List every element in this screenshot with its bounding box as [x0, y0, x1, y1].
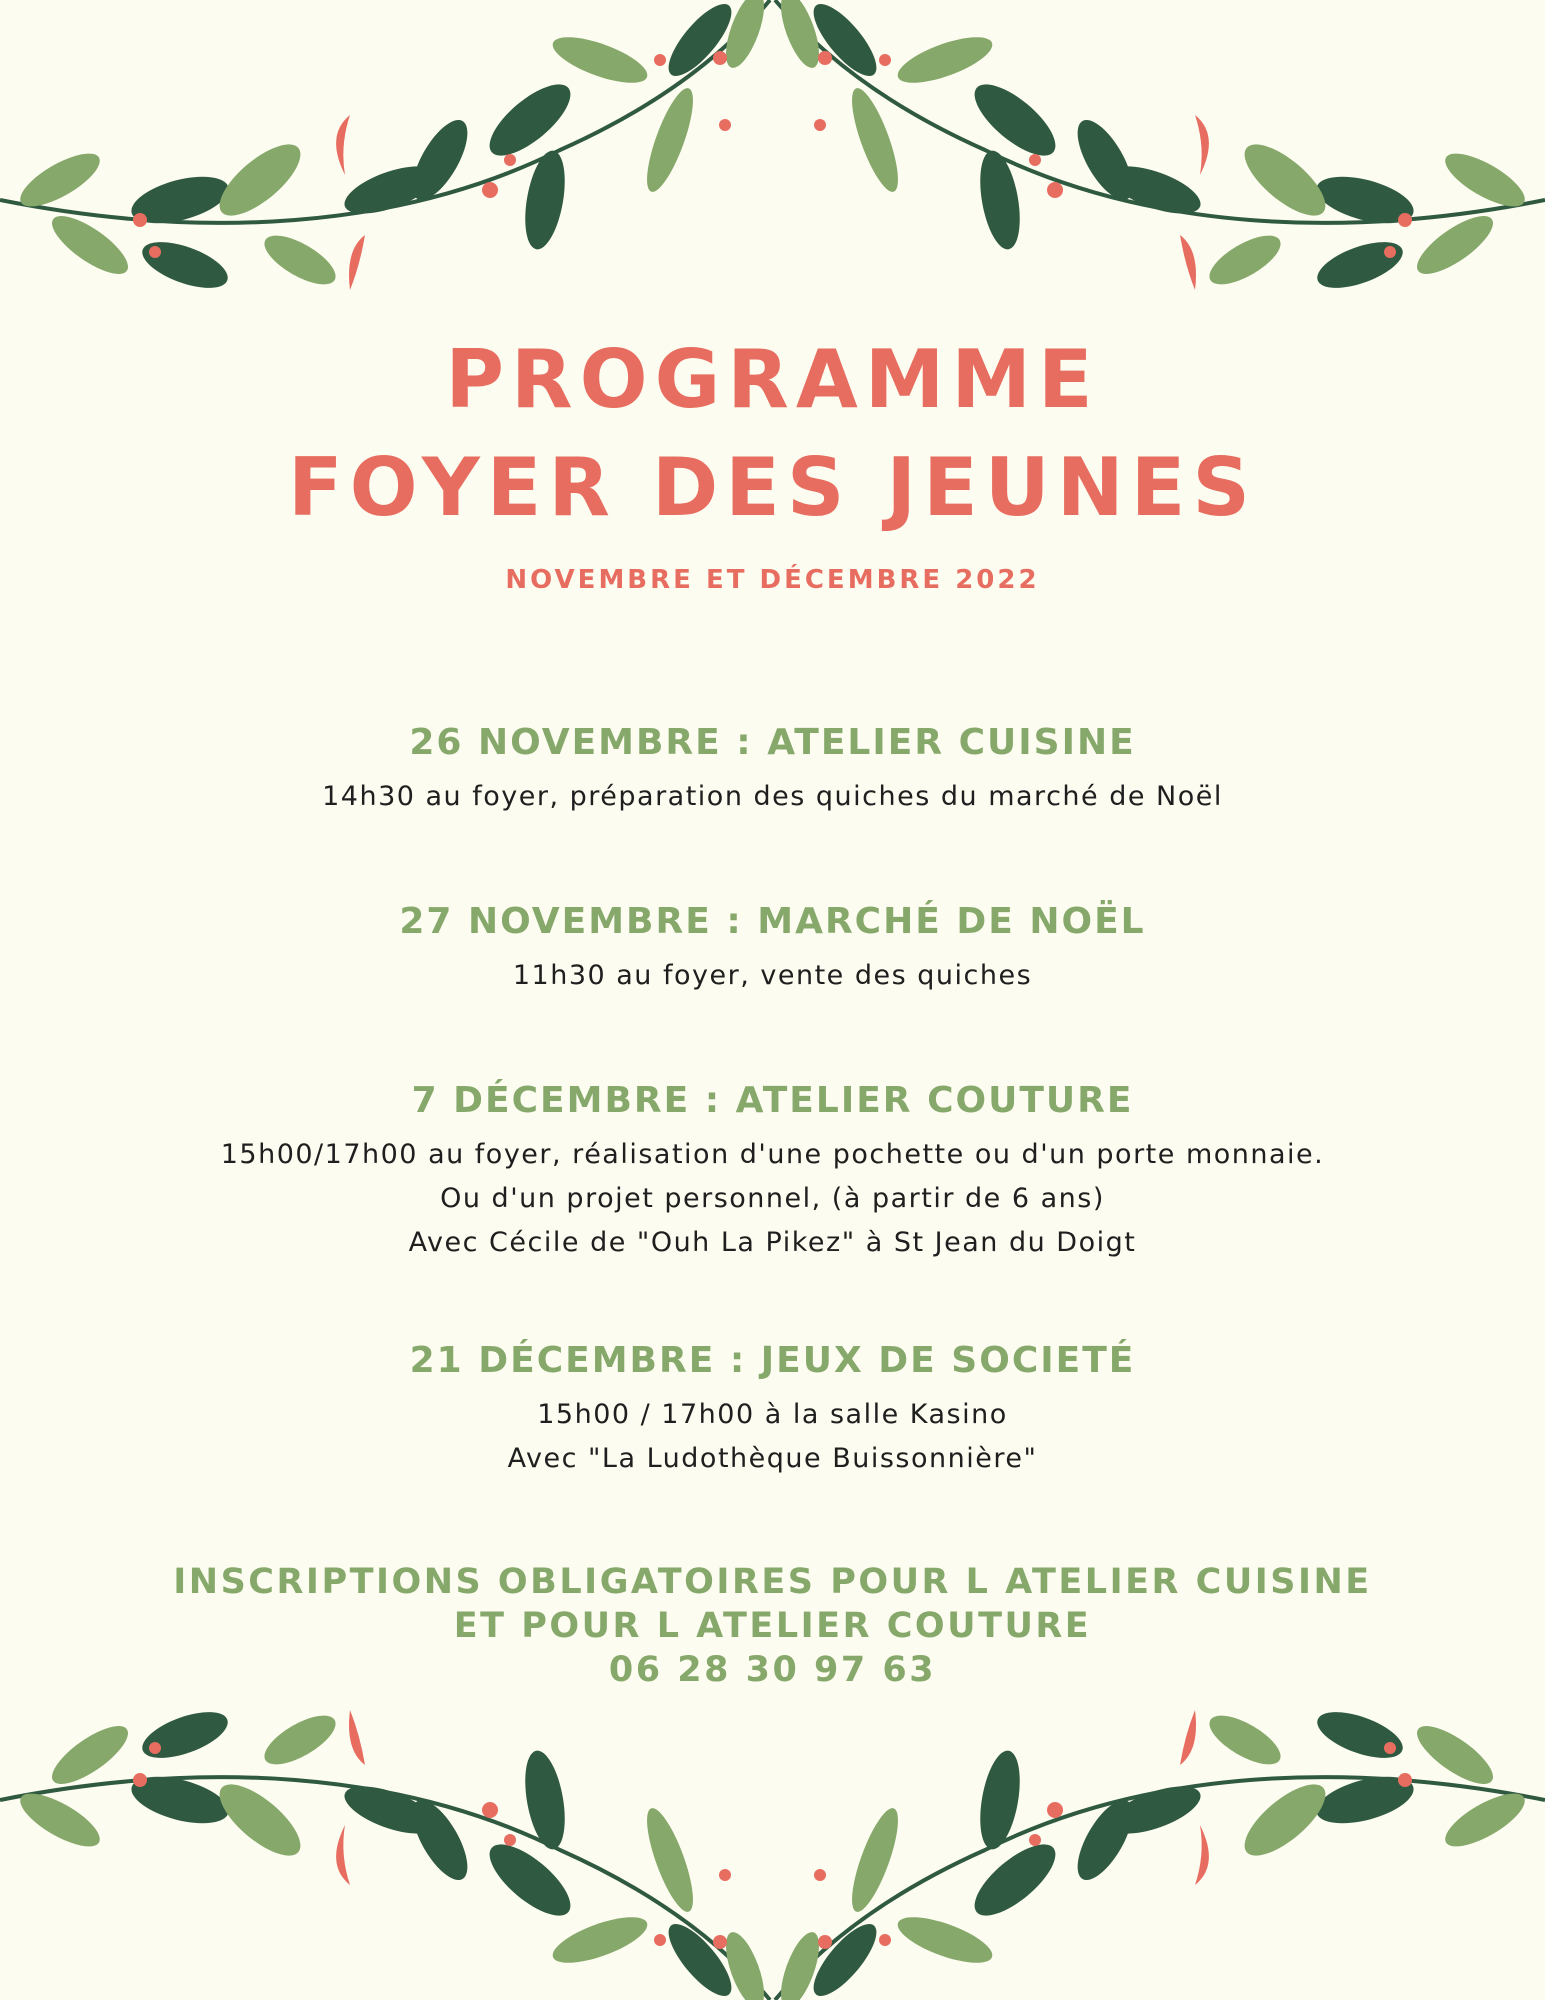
event-detail: 15h00/17h00 au foyer, réalisation d'une pochette ou d'un porte monnaie.: [220, 1139, 1325, 1170]
event-detail: 11h30 au foyer, vente des quiches: [512, 960, 1033, 991]
registration-notice: [0, 1560, 1545, 1692]
event-atelier-cuisine: [0, 722, 1545, 819]
registration-line2: ET POUR L ATELIER COUTURE: [453, 1606, 1092, 1646]
event-heading: 7 DÉCEMBRE : ATELIER COUTURE: [411, 1080, 1134, 1121]
leaf-garland-icon: [0, 1703, 772, 2000]
event-detail: 14h30 au foyer, préparation des quiches du marché de Noël: [322, 781, 1223, 812]
event-jeux-societe: [0, 1340, 1545, 1481]
registration-phone: 06 28 30 97 63: [608, 1650, 937, 1690]
bottom-leaf-garland: [0, 1700, 1545, 2000]
leaf-garland-icon: [0, 0, 772, 297]
registration-line1: INSCRIPTIONS OBLIGATOIRES POUR L ATELIER CUISINE: [173, 1562, 1372, 1602]
event-atelier-couture: [0, 1080, 1545, 1265]
page-subtitle: NOVEMBRE ET DÉCEMBRE 2022: [505, 565, 1040, 595]
event-detail: Ou d'un projet personnel, (à partir de 6 ans): [440, 1183, 1105, 1214]
top-leaf-garland: [0, 0, 1545, 300]
page-title-line2: FOYER DES JEUNES: [288, 441, 1257, 534]
page-title-line1: PROGRAMME: [445, 333, 1100, 426]
event-detail: 15h00 / 17h00 à la salle Kasino: [537, 1399, 1008, 1430]
event-heading: 26 NOVEMBRE : ATELIER CUISINE: [409, 722, 1136, 763]
event-heading: 27 NOVEMBRE : MARCHÉ DE NOËL: [399, 901, 1146, 942]
event-detail: Avec "La Ludothèque Buissonnière": [507, 1443, 1038, 1474]
event-heading: 21 DÉCEMBRE : JEUX DE SOCIETÉ: [409, 1340, 1136, 1381]
event-detail: Avec Cécile de "Ouh La Pikez" à St Jean du Doigt: [408, 1227, 1137, 1258]
event-marche-noel: [0, 901, 1545, 998]
